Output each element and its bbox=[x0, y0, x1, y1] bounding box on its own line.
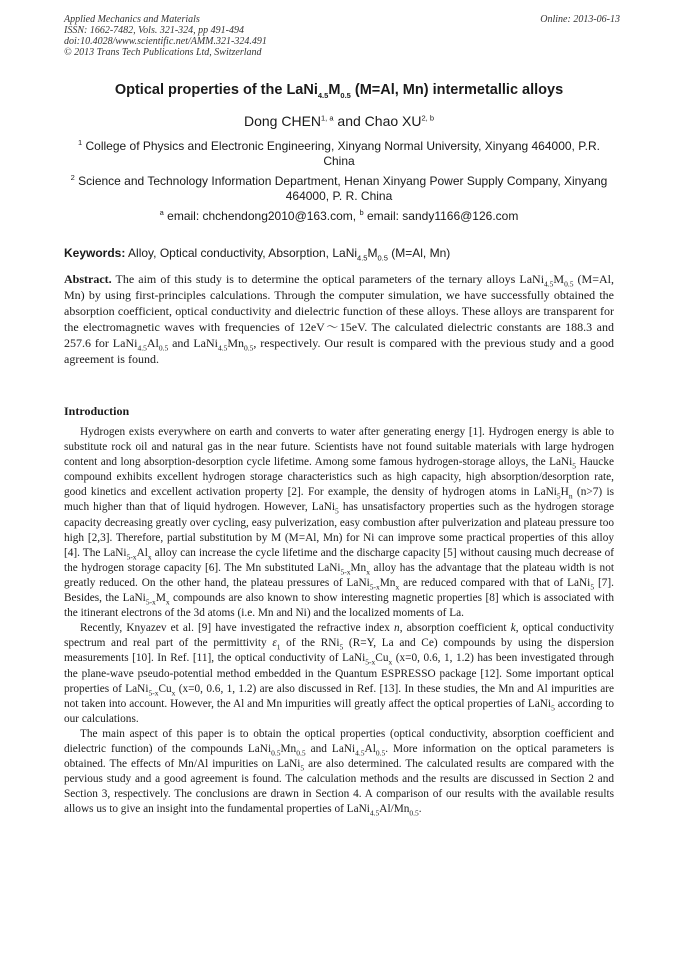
text: Mn bbox=[379, 576, 396, 589]
sub: x bbox=[171, 687, 176, 697]
section-heading-introduction: Introduction bbox=[64, 404, 130, 418]
text: of the RNi bbox=[280, 637, 340, 650]
doi-line: doi:10.4028/www.scientific.net/AMM.321-324.491 bbox=[64, 36, 267, 47]
italic-symbol: k bbox=[510, 622, 516, 635]
sub: 0.5 bbox=[271, 748, 281, 758]
abstract-text: and LaNi bbox=[168, 336, 218, 350]
paragraph bbox=[64, 425, 614, 621]
text: Recently, Knyazev et al. [9] have investigated the refractive index bbox=[80, 622, 395, 635]
abstract-sub: 4.5 bbox=[544, 279, 554, 289]
author-name: Dong CHEN bbox=[243, 113, 322, 129]
email-text: email: chchendong2010@163.com, bbox=[163, 209, 360, 223]
text: (x=0, 0.6, 1, 1.2) are also discussed in Ref. [13]. In these studies, the Mn and Al impurities are not taken into account. However, the Al and Mn impurities will greatly affect the optical properties of LaNi bbox=[64, 682, 614, 710]
sub: 4.5 bbox=[369, 808, 380, 818]
text: Mn bbox=[280, 742, 297, 755]
sub: n bbox=[568, 491, 573, 501]
title-text: (M=Al, Mn) intermetallic alloys bbox=[350, 82, 564, 98]
text: Mn bbox=[350, 561, 367, 574]
text: , optical conductivity spectrum and real part of the permittivity bbox=[64, 622, 615, 650]
text: has unsatisfactory properties such as the hydrogen storage capacity decreasing greatly over cycling, easy pulverization, easy combustion after pulverization and plateau pressure too high [2,3]. Therefore, partial substitution by M (M=Al, Mn) for Ni can improve some practical properties of this alloy [4]. The LaNi bbox=[64, 501, 614, 559]
abstract-text: , respectively. Our result is compared with the previous study and a good agreement is found. bbox=[64, 336, 614, 366]
author-name: Chao XU bbox=[364, 113, 422, 129]
sub: 5-x bbox=[369, 582, 380, 592]
keywords-text: M bbox=[367, 246, 378, 260]
sub: x bbox=[147, 552, 152, 561]
sub: 5 bbox=[335, 506, 339, 516]
text: (n>7) is much higher than that of liquid hydrogen. However, LaNi bbox=[64, 486, 614, 514]
sub: 1 bbox=[276, 642, 281, 652]
text: H bbox=[560, 486, 569, 499]
title-text: Optical properties of the LaNi bbox=[114, 82, 318, 98]
keywords-sub: 0.5 bbox=[377, 253, 388, 263]
abstract-label: Abstract. bbox=[64, 272, 112, 286]
sub: 0.5 bbox=[375, 748, 386, 758]
text: compounds are also known to show interesting magnetic properties [8] which is associated with the itinerant electrons of the 3d atoms (i.e. Mn and Ni) and the localized moments of La. bbox=[64, 592, 614, 620]
issn-line: ISSN: 1662-7482, Vols. 321-324, pp 491-494 bbox=[64, 25, 244, 36]
paragraph bbox=[64, 727, 614, 818]
affiliation-number: 2 bbox=[70, 173, 75, 182]
sub: 5 bbox=[556, 491, 561, 501]
abstract-text: (M=Al, Mn) by using first-principles calculations. Through the computer simulation, we have successfully obtained the absorption coefficient, optical conductivity and dielectric function of these alloys. These alloys are transparent for the electromagnetic waves with frequencies of 12eV～15eV. The calculated dielectric constants are 188.3 and 257.6 for LaNi bbox=[64, 272, 614, 350]
abstract bbox=[64, 271, 614, 367]
text: alloy can increase the cycle lifetime and the discharge capacity [5] without causing much decrease of the hydrogen storage capacity [6]. The Mn substituted LaNi bbox=[64, 546, 614, 574]
sub: 5-x bbox=[340, 567, 351, 577]
author-list bbox=[40, 113, 638, 129]
sub: 5-x bbox=[365, 657, 376, 667]
text: alloy has the advantage that the plateau width is not greatly reduced. On the other hand, the plateau pressures of LaNi bbox=[64, 561, 614, 589]
text: according to our calculations. bbox=[64, 697, 614, 725]
sub: 5-x bbox=[126, 552, 137, 561]
keywords-text: Alloy, Optical conductivity, Absorption, LaNi bbox=[125, 246, 358, 260]
online-date: Online: 2013-06-13 bbox=[540, 14, 620, 25]
text: . bbox=[418, 803, 422, 816]
title-sub: 0.5 bbox=[340, 90, 351, 100]
sub: 0.5 bbox=[409, 808, 419, 818]
email-text: email: sandy1166@126.com bbox=[363, 209, 519, 223]
abstract-sub: 4.5 bbox=[137, 343, 147, 353]
text: Cu bbox=[375, 652, 389, 665]
text: Al bbox=[364, 742, 376, 755]
abstract-sub: 0.5 bbox=[564, 279, 574, 289]
text: [7]. Besides, the LaNi bbox=[64, 576, 614, 605]
title-text: M bbox=[328, 82, 341, 98]
author-emails bbox=[40, 209, 638, 223]
journal-name: Applied Mechanics and Materials bbox=[64, 14, 200, 25]
email-mark: a bbox=[159, 208, 164, 217]
paper-title bbox=[40, 82, 638, 98]
affiliation-text: College of Physics and Electronic Engineering, Xinyang Normal University, Xinyang 464000, P.R. China bbox=[85, 139, 600, 168]
abstract-text: Mn bbox=[227, 336, 245, 350]
affiliation-text: Science and Technology Information Department, Henan Xinyang Power Supply Company, Xinyang 464000, P. R. China bbox=[78, 174, 608, 203]
text: Cu bbox=[158, 682, 172, 695]
sub: 4.5 bbox=[355, 748, 365, 758]
sub: 5 bbox=[590, 582, 595, 592]
italic-symbol: ε bbox=[272, 637, 277, 650]
text: Hydrogen exists everywhere on earth and converts to water after generating energy [1]. Hydrogen energy is able to substitute rock oil and natural gas in the near future. Scientists have not found suitable materials with large hydrogen content and long absorption-desorption cycle lifetime. Among some famous hydrogen-storage alloys, the LaNi bbox=[64, 426, 614, 469]
text: are reduced compared with that of LaNi bbox=[399, 576, 591, 589]
keywords-sub: 4.5 bbox=[357, 253, 368, 263]
sub: 5-x bbox=[148, 687, 159, 697]
text: (R=Y, La and Ce) compounds by using the dispersion measurements [10]. In Ref. [11], the optical conductivity of LaNi bbox=[64, 637, 614, 665]
abstract-text: The aim of this study is to determine the optical parameters of the ternary alloys LaNi bbox=[111, 272, 545, 286]
text: , absorption coefficient bbox=[399, 622, 511, 635]
keywords-label: Keywords: bbox=[64, 246, 126, 260]
abstract-sub: 4.5 bbox=[217, 343, 228, 353]
copyright-line: © 2013 Trans Tech Publications Ltd, Switzerland bbox=[64, 47, 262, 58]
author-affil-mark: 2, b bbox=[421, 113, 434, 123]
abstract-text: M bbox=[553, 272, 565, 286]
italic-symbol: n bbox=[394, 622, 400, 635]
email-mark: b bbox=[359, 208, 364, 217]
author-affil-mark: 1, a bbox=[321, 113, 334, 123]
text: Al/Mn bbox=[379, 803, 410, 816]
journal-header bbox=[64, 14, 620, 58]
sub: x bbox=[388, 657, 393, 667]
sub: 5 bbox=[339, 642, 344, 652]
sub: 5 bbox=[300, 763, 305, 773]
abstract-sub: 0.5 bbox=[244, 343, 254, 353]
sub: x bbox=[165, 597, 170, 607]
text: . More information on the optical parameters is obtained. The effects of Mn/Al impurities on LaNi bbox=[64, 742, 614, 771]
text: M bbox=[155, 592, 166, 605]
text: and LaNi bbox=[305, 742, 356, 755]
paragraph bbox=[64, 621, 614, 727]
text: are also determined. The calculated results are compared with the pervious study and a good agreement is found. The calculation methods and the results are discussed in Section 2 and Section 3, respectively. The conclusions are drawn in Section 4. A comparison of our results with the available results allows us to give an insight into the fundamental properties of LaNi bbox=[64, 758, 615, 816]
affiliation-2 bbox=[64, 174, 614, 204]
author-conjunction: and bbox=[333, 113, 365, 129]
keywords bbox=[64, 246, 620, 263]
affiliation-number: 1 bbox=[77, 138, 83, 147]
text: Haucke compound exhibits excellent hydrogen storage characteristics such as high capacity, high absorption/desorption rate, good kinetics and excellent activation property [2]. For example, the density of hydrogen atoms in LaNi bbox=[64, 456, 614, 499]
sub: x bbox=[395, 582, 400, 592]
sub: 5 bbox=[551, 702, 555, 712]
title-sub: 4.5 bbox=[317, 90, 329, 100]
affiliation-1 bbox=[64, 139, 614, 169]
sub: x bbox=[366, 567, 370, 577]
sub: 0.5 bbox=[296, 748, 306, 758]
keywords-text: (M=Al, Mn) bbox=[387, 246, 451, 260]
abstract-sub: 0.5 bbox=[158, 343, 169, 353]
text: Al bbox=[136, 546, 148, 559]
text: (x=0, 0.6, 1, 1.2) has been investigated through the plane-wave pseudo-potential method embedded in the Quantum ESPRESSO package [12]. Some important optical properties of LaNi bbox=[64, 652, 615, 695]
abstract-text: Al bbox=[146, 336, 159, 350]
sub: 5-x bbox=[145, 597, 156, 607]
text: The main aspect of this paper is to obtain the optical properties (optical conductivity, absorption coefficient and dielectric function) of the compounds LaNi bbox=[64, 727, 614, 755]
sub: 5 bbox=[572, 461, 577, 471]
introduction-body bbox=[64, 425, 614, 817]
